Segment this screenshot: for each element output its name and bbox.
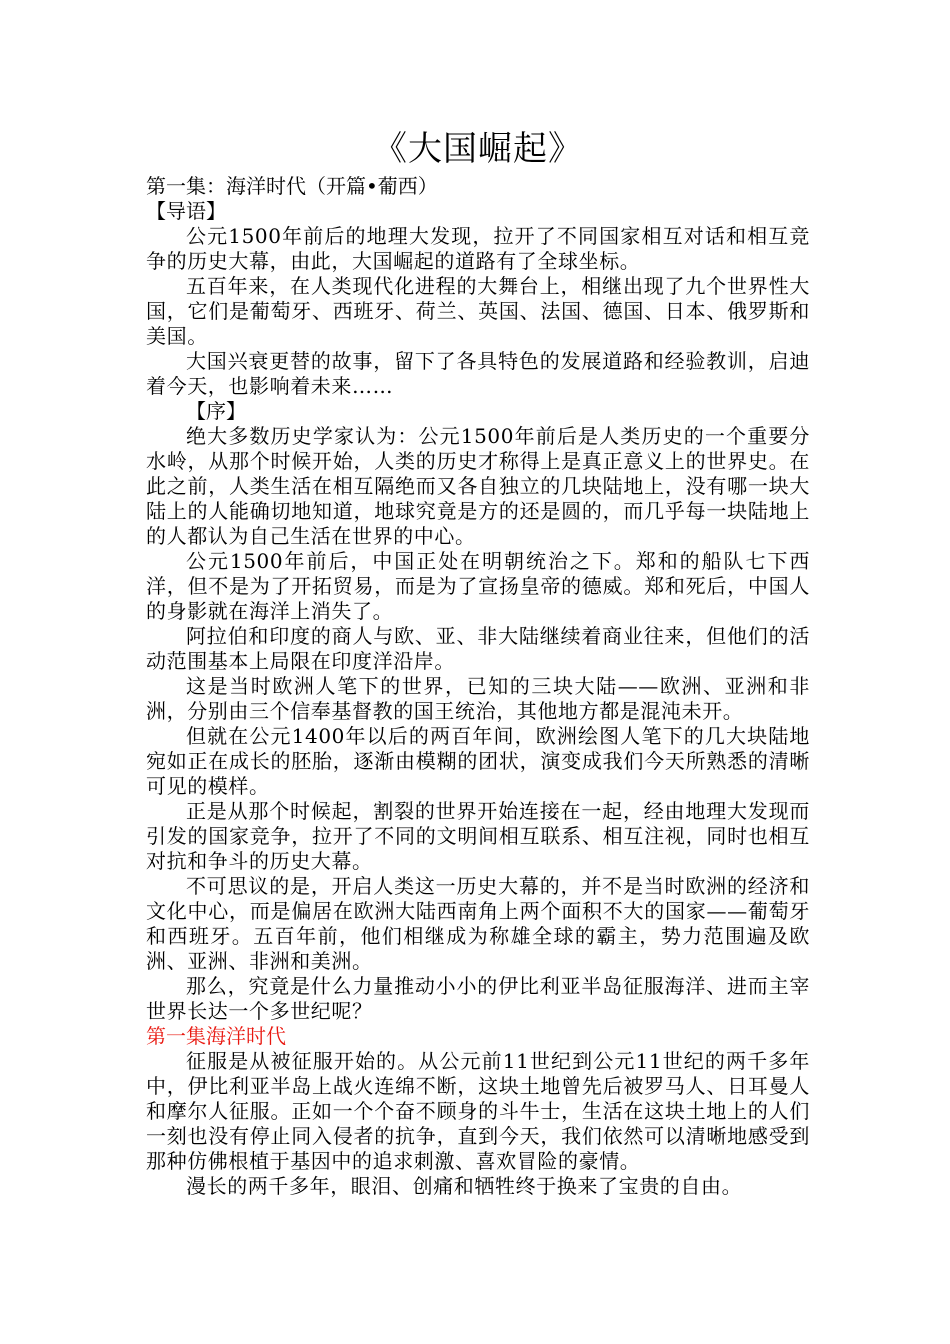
episode-subtitle: 第一集：海洋时代（开篇•葡西）	[146, 174, 438, 198]
intro-paragraph: 公元1500年前后的地理大发现，拉开了不同国家相互对话和相互竞争的历史大幕，由此，大国崛起的道路有了全球坐标。	[146, 224, 810, 273]
episode-paragraph: 征服是从被征服开始的。从公元前11世纪到公元11世纪的两千多年中，伊比利亚半岛上战火连绵不断，这块土地曾先后被罗马人、日耳曼人和摩尔人征服。正如一个个奋不顾身的斗牛士，生活在这块土地上的人们一刻也没有停止同入侵者的抗争，直到今天，我们依然可以清晰地感受到那种仿佛根植于基因中的追求刺激、喜欢冒险的豪情。	[146, 1049, 810, 1173]
episode-heading: 第一集海洋时代	[146, 1024, 286, 1048]
preface-paragraph: 绝大多数历史学家认为：公元1500年前后是人类历史的一个重要分水岭，从那个时候开始，人类的历史才称得上是真正意义上的世界史。在此之前，人类生活在相互隔绝而又各自独立的几块陆地上，没有哪一块大陆上的人能确切地知道，地球究竟是方的还是圆的，而几乎每一块陆地上的人都认为自己生活在世界的中心。	[146, 424, 810, 548]
preface-paragraph: 那么，究竟是什么力量推动小小的伊比利亚半岛征服海洋、进而主宰世界长达一个多世纪呢？	[146, 974, 810, 1023]
preface-paragraph: 不可思议的是，开启人类这一历史大幕的，并不是当时欧洲的经济和文化中心，而是偏居在欧洲大陆西南角上两个面积不大的国家——葡萄牙和西班牙。五百年前，他们相继成为称雄全球的霸主，势力范围遍及欧洲、亚洲、非洲和美洲。	[146, 874, 810, 973]
document-title: 《大国崛起》	[373, 129, 583, 169]
intro-paragraph: 五百年来，在人类现代化进程的大舞台上，相继出现了九个世界性大国，它们是葡萄牙、西班牙、荷兰、英国、法国、德国、日本、俄罗斯和美国。	[146, 274, 810, 348]
preface-paragraph: 公元1500年前后，中国正处在明朝统治之下。郑和的船队七下西洋，但不是为了开拓贸易，而是为了宣扬皇帝的德威。郑和死后，中国人的身影就在海洋上消失了。	[146, 549, 810, 623]
episode-paragraph: 漫长的两千多年，眼泪、创痛和牺牲终于换来了宝贵的自由。	[186, 1174, 743, 1198]
document-page	[146, 124, 810, 1199]
preface-paragraph: 这是当时欧洲人笔下的世界，已知的三块大陆——欧洲、亚洲和非洲，分别由三个信奉基督教的国王统治，其他地方都是混沌未开。	[146, 674, 810, 723]
preface-label: 【序】	[186, 399, 246, 423]
preface-paragraph: 正是从那个时候起，割裂的世界开始连接在一起，经由地理大发现而引发的国家竞争，拉开了不同的文明间相互联系、相互注视，同时也相互对抗和争斗的历史大幕。	[146, 799, 810, 873]
preface-paragraph: 但就在公元1400年以后的两百年间，欧洲绘图人笔下的几大块陆地宛如正在成长的胚胎，逐渐由模糊的团状，演变成我们今天所熟悉的清晰可见的模样。	[146, 724, 810, 798]
preface-paragraph: 阿拉伯和印度的商人与欧、亚、非大陆继续着商业往来，但他们的活动范围基本上局限在印度洋沿岸。	[146, 624, 810, 673]
intro-paragraph: 大国兴衰更替的故事，留下了各具特色的发展道路和经验教训，启迪着今天，也影响着未来……	[146, 349, 810, 398]
intro-label: 【导语】	[146, 199, 226, 223]
